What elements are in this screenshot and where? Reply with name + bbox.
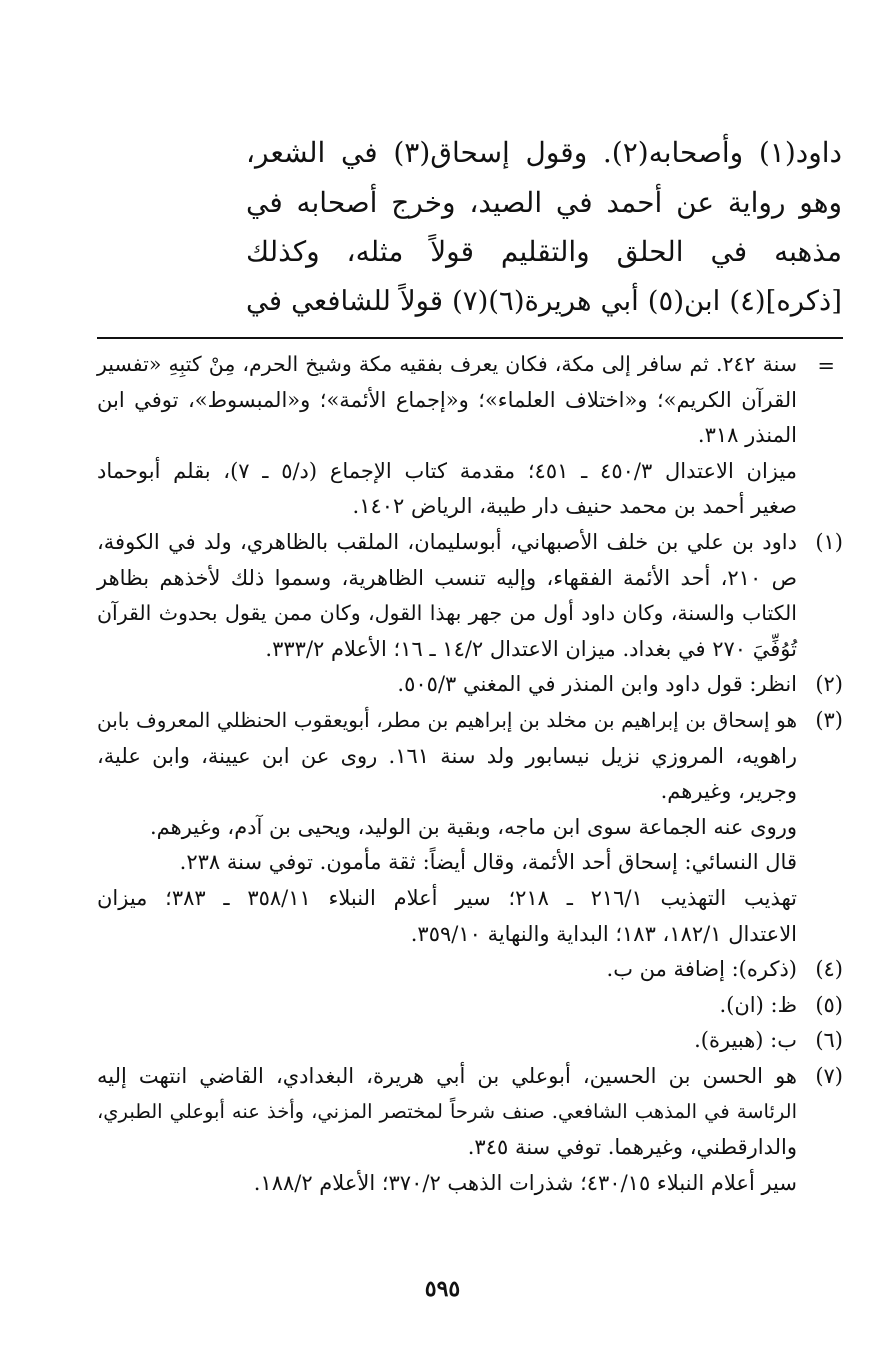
footnote-line: ظ: (ان).: [719, 992, 797, 1017]
footnote-3: [97, 703, 843, 952]
footnote-number: (٤): [815, 957, 843, 982]
footnote-4: [97, 952, 843, 988]
footnote-line: وجرير، وغيرهم.: [660, 779, 797, 804]
footnote-line: قال النسائي: إسحاق أحد الأئمة، وقال أيضاً: ثقة مأمون. توفي سنة ٢٣٨.: [179, 850, 797, 875]
footnote-1: [97, 525, 843, 667]
footnote-number: (٧): [815, 1063, 843, 1088]
footnote-line: ص ٢١٠، أحد الأئمة الفقهاء، وإليه تنسب الظاهرية، وسموا ذلك لأخذهم بظاهر: [97, 565, 797, 590]
footnote-6: [97, 1023, 843, 1059]
footnote-line: القرآن الكريم»؛ و«اختلاف العلماء»؛ و«إجماع الأئمة»؛ و«المبسوط»، توفي ابن: [97, 387, 797, 412]
footnote-line: داود بن علي بن خلف الأصبهاني، أبوسليمان، الملقب بالظاهري، ولد في الكوفة،: [97, 529, 797, 554]
main-text-line: مذهبه في الحلق والتقليم قولاً مثله، وكذلك: [246, 235, 842, 268]
footnote-line: وروى عنه الجماعة سوى ابن ماجه، وبقية بن الوليد، ويحيى بن آدم، وغيرهم.: [149, 814, 797, 839]
footnote-number: (٦): [815, 1028, 843, 1053]
page-number: ٥٩٥: [424, 1276, 461, 1302]
main-text-line: [ذكره](٤) ابن(٥) أبي هريرة(٦)(٧) قولاً للشافعي في: [246, 284, 842, 317]
footnote-continuation: [97, 347, 843, 525]
footnote-line: هو إسحاق بن إبراهيم بن مخلد بن إبراهيم بن مطر، أبويعقوب الحنظلي المعروف بابن: [97, 707, 797, 732]
footnote-line: ميزان الاعتدال ٤٥٠/٣ ـ ٤٥١؛ مقدمة كتاب الإجماع (د/٥ ـ ٧)، بقلم أبوحماد: [97, 458, 797, 483]
footnote-line: سير أعلام النبلاء ٤٣٠/١٥؛ شذرات الذهب ٣٧٠/٢؛ الأعلام ١٨٨/٢.: [253, 1170, 797, 1195]
footnote-line: صغير أحمد بن محمد حنيف دار طيبة، الرياض ١٤٠٢.: [352, 494, 797, 519]
main-text: [246, 128, 842, 326]
footnote-line: سنة ٢٤٢. ثم سافر إلى مكة، فكان يعرف بفقيه مكة وشيخ الحرم، مِنْ كتبِهِ «تفسير: [97, 352, 797, 376]
footnote-line: المنذر ٣١٨.: [697, 423, 797, 448]
footnote-line: تهذيب التهذيب ٢١٦/١ ـ ٢١٨؛ سير أعلام النبلاء ٣٥٨/١١ ـ ٣٨٣؛ ميزان: [97, 885, 798, 910]
footnote-line: انظر: قول داود وابن المنذر في المغني ٥٠٥/٣.: [397, 672, 797, 697]
footnote-5: [97, 988, 843, 1024]
footnote-line: راهويه، المروزي نزيل نيسابور ولد سنة ١٦١. روى عن ابن عيينة، وابن علية،: [97, 743, 797, 768]
footnote-number: (٣): [815, 707, 843, 732]
footnote-line: هو الحسن بن الحسين، أبوعلي بن أبي هريرة، البغدادي، القاضي انتهت إليه: [97, 1063, 797, 1088]
footnote-line: تُوُفِّيَ ٢٧٠ في بغداد. ميزان الاعتدال ١٤/٢ ـ ١٦؛ الأعلام ٣٣٣/٢.: [265, 636, 797, 661]
footnote-7: [97, 1059, 843, 1201]
footnote-2: [97, 667, 843, 703]
footnotes: [97, 347, 843, 1201]
footnote-line: والدارقطني، وغيرهما. توفي سنة ٣٤٥.: [467, 1135, 797, 1160]
footnote-number: (١): [815, 529, 843, 554]
footnote-line: (ذكره): إضافة من ب.: [606, 957, 797, 982]
footnote-line: الرئاسة في المذهب الشافعي. صنف شرحاً لمختصر المزني، وأخذ عنه أبوعلي الطبري،: [97, 1100, 797, 1124]
main-text-line: وهو رواية عن أحمد في الصيد، وخرج أصحابه في: [246, 185, 842, 219]
footnote-number: (٥): [815, 992, 843, 1017]
footnote-line: ب: (هبيرة).: [694, 1028, 797, 1053]
footnote-separator: [97, 337, 843, 339]
main-text-line: داود(١) وأصحابه(٢). وقول إسحاق(٣) في الشعر،: [246, 136, 842, 169]
footnote-number: (٢): [815, 672, 843, 697]
footnote-line: الكتاب والسنة، وكان داود أول من جهر بهذا القول، وكان ممن يقول بحدوث القرآن: [97, 601, 797, 626]
footnote-line: الاعتدال ١٨٢/١، ١٨٣؛ البداية والنهاية ٣٥٩/١٠.: [410, 921, 797, 946]
continuation-mark: =: [817, 354, 835, 378]
